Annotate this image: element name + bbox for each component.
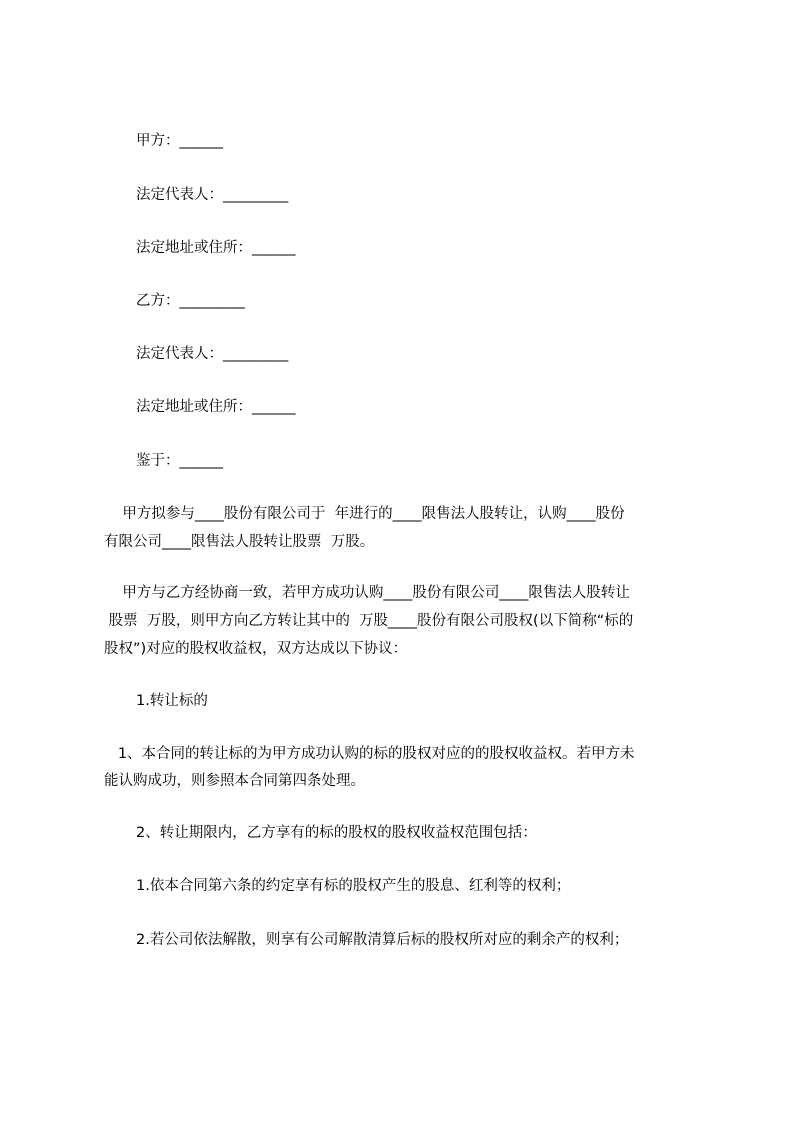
party-a-address-field: 法定地址或住所：______ [136, 240, 296, 256]
paragraph-2-line-1: 甲方与乙方经协商一致，若甲方成功认购____股份有限公司____限售法人股转让 [104, 585, 630, 601]
paragraph-2-line-2: 股票 万股，则甲方向乙方转让其中的 万股____股份有限公司股权(以下简称“标的 [104, 613, 634, 629]
party-b-field: 乙方：_________ [136, 293, 245, 309]
clause-2: 2、转让期限内，乙方享有的标的股权的股权收益权范围包括： [136, 825, 537, 841]
clause-1-line-2: 能认购成功，则参照本合同第四条处理。 [104, 773, 365, 789]
whereas-field: 鉴于：______ [136, 453, 223, 469]
party-a-field: 甲方：______ [136, 133, 223, 149]
party-b-address-field: 法定地址或住所：______ [136, 399, 296, 415]
party-a-legal-rep-field: 法定代表人：_________ [136, 187, 289, 203]
section-1-heading: 1.转让标的 [136, 693, 208, 709]
clause-1-line-1: 1、本合同的转让标的为甲方成功认购的标的股权对应的的股权收益权。若甲方未 [104, 746, 635, 762]
paragraph-2-line-3: 股权”)对应的股权收益权，双方达成以下协议： [104, 641, 408, 657]
paragraph-1-line-2: 有限公司____限售法人股转让股票 万股。 [104, 534, 375, 550]
party-b-legal-rep-field: 法定代表人：_________ [136, 346, 289, 362]
paragraph-1-line-1: 甲方拟参与____股份有限公司于 年进行的____限售法人股转让，认购____股份 [104, 506, 625, 522]
clause-2-item-1: 1.依本合同第六条的约定享有标的股权产生的股息、红利等的权利； [136, 878, 571, 894]
clause-2-item-2: 2.若公司依法解散，则享有公司解散清算后标的股权所对应的剩余产的权利； [136, 932, 629, 948]
